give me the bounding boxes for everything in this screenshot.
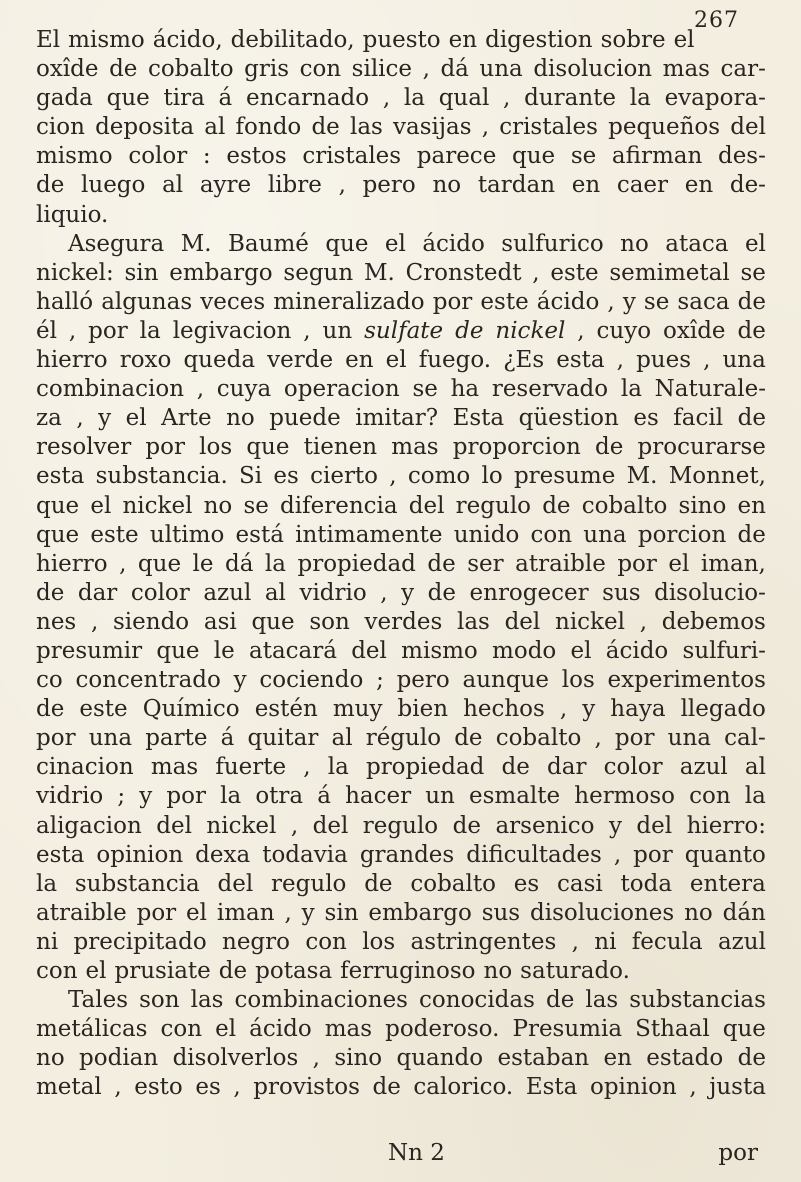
text-line: que el nickel no se diferencia del regulo de cobalto sino en <box>36 492 766 519</box>
text-line: oxîde de cobalto gris con silice , dá una disolucion mas car- <box>36 56 766 83</box>
text-line: ni precipitado negro con los astringentes , ni fecula azul <box>36 928 766 955</box>
text-line: no podian disolverlos , sino quando estaban en estado de <box>36 1045 766 1072</box>
text-line: halló algunas veces mineralizado por este ácido , y se saca de <box>36 288 766 315</box>
text-line: nes , siendo asi que son verdes las del nickel , debemos <box>36 608 766 635</box>
text-line: la substancia del regulo de cobalto es casi toda entera <box>36 870 766 897</box>
text-line: que este ultimo está intimamente unido con una porcion de <box>36 521 766 548</box>
text-line: esta opinion dexa todavia grandes dificultades , por quanto <box>36 841 766 868</box>
text-line: metal , esto es , provistos de calorico. Esta opinion , justa <box>36 1074 766 1101</box>
text-line: El mismo ácido, debilitado, puesto en digestion sobre el <box>36 27 695 53</box>
page-number: 267 <box>694 8 739 33</box>
body-text <box>36 26 766 1102</box>
text-line: presumir que le atacará del mismo modo el ácido sulfuri- <box>36 637 766 664</box>
text-line: vidrio ; y por la otra á hacer un esmalte hermoso con la <box>36 783 766 810</box>
text-line: por una parte á quitar al régulo de cobalto , por una cal- <box>36 725 766 752</box>
text-line: nickel: sin embargo segun M. Cronstedt , este semimetal se <box>36 259 766 286</box>
text-line: metálicas con el ácido mas poderoso. Presumia Sthaal que <box>36 1016 766 1043</box>
text-line: Tales son las combinaciones conocidas de las substancias <box>68 987 766 1014</box>
catchword: por <box>718 1140 758 1166</box>
text-line: esta substancia. Si es cierto , como lo presume M. Monnet, <box>36 463 766 490</box>
text-line: za , y el Arte no puede imitar? Esta qüestion es facil de <box>36 405 766 432</box>
text-line: aligacion del nickel , del regulo de arsenico y del hierro: <box>36 812 766 839</box>
text-line: de este Químico estén muy bien hechos , y haya llegado <box>36 696 766 723</box>
text-line: combinacion , cuya operacion se ha reservado la Naturale- <box>36 376 766 403</box>
text-line: resolver por los que tienen mas proporcion de procurarse <box>36 434 766 461</box>
page-footer <box>36 1140 766 1170</box>
text-line: hierro , que le dá la propiedad de ser atraible por el iman, <box>36 550 766 577</box>
text-line: cion deposita al fondo de las vasijas , cristales pequeños del <box>36 114 766 141</box>
text-line: de dar color azul al vidrio , y de enrogecer sus disolucio- <box>36 579 766 606</box>
text-line: cinacion mas fuerte , la propiedad de dar color azul al <box>36 754 766 781</box>
text-line: con el prusiate de potasa ferruginoso no saturado. <box>36 958 630 984</box>
text-line: co concentrado y cociendo ; pero aunque los experimentos <box>36 667 766 694</box>
text-line: él , por la legivacion , un sulfate de nickel , cuyo oxîde de <box>36 317 766 344</box>
text-line: gada que tira á encarnado , la qual , durante la evapora- <box>36 85 766 112</box>
signature-mark: Nn 2 <box>388 1140 445 1166</box>
text-line: de luego al ayre libre , pero no tardan en caer en de- <box>36 172 766 199</box>
text-line: mismo color : estos cristales parece que se afirman des- <box>36 143 766 170</box>
text-line: hierro roxo queda verde en el fuego. ¿Es esta , pues , una <box>36 347 766 374</box>
text-line: liquio. <box>36 201 109 228</box>
text-line: Asegura M. Baumé que el ácido sulfurico no ataca el <box>68 230 766 257</box>
text-line: atraible por el iman , y sin embargo sus disoluciones no dán <box>36 899 766 926</box>
